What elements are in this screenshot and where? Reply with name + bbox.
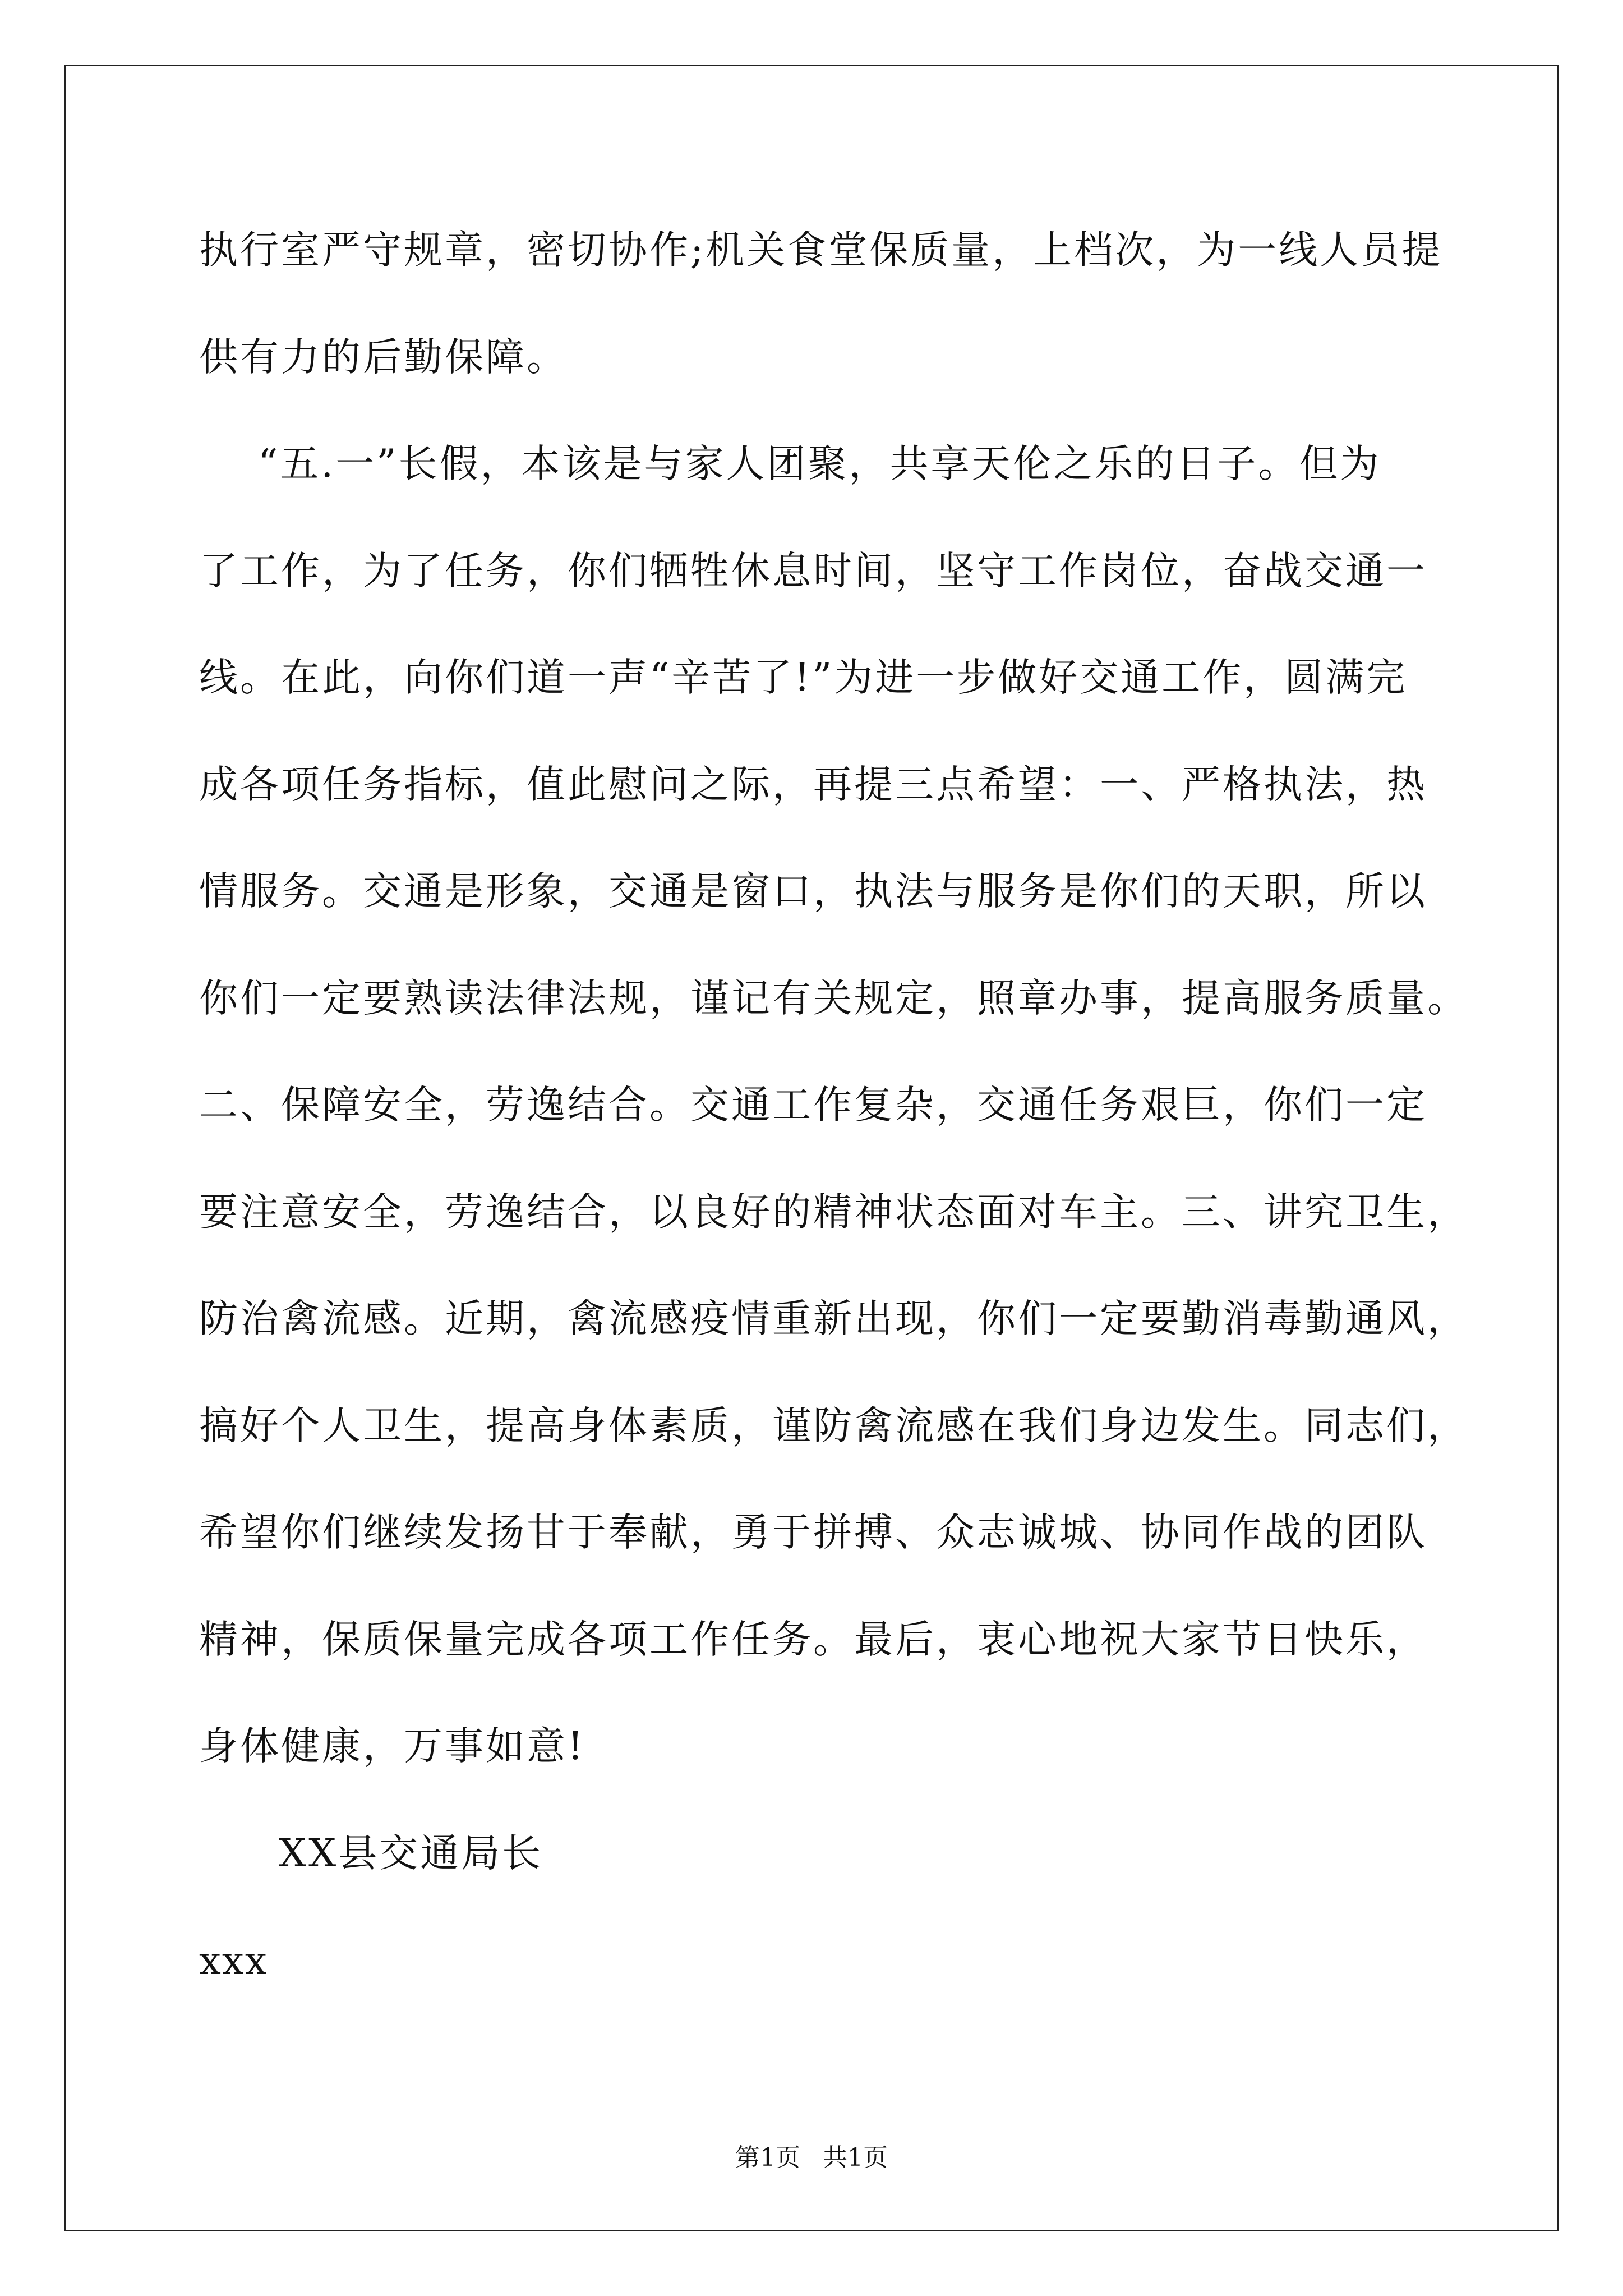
page-footer xyxy=(0,2143,1623,2172)
signature-name: xxx xyxy=(199,1939,268,1984)
body-text-line: 情服务。交通是形象，交通是窗口，执法与服务是你们的天职，所以 xyxy=(199,869,1427,914)
paragraph-start-line: “五.一”长假，本该是与家人团聚，共享天伦之乐的日子。但为 xyxy=(258,441,1381,486)
total-pages: 共1页 xyxy=(823,2143,888,2172)
body-text-line: 身体健康，万事如意! xyxy=(199,1724,585,1769)
body-text-line: 希望你们继续发扬甘于奉献，勇于拼搏、众志诚城、协同作战的团队 xyxy=(199,1510,1427,1555)
page-border xyxy=(64,65,1559,2231)
page-number: 第1页 xyxy=(735,2143,800,2172)
body-text-line: 线。在此，向你们道一声“辛苦了!”为进一步做好交通工作，圆满完 xyxy=(199,655,1408,700)
body-text-line: 防治禽流感。近期，禽流感疫情重新出现，你们一定要勤消毒勤通风， xyxy=(199,1296,1468,1341)
signature-title: XX县交通局长 xyxy=(279,1831,543,1876)
body-text-line: 二、保障安全，劳逸结合。交通工作复杂，交通任务艰巨，你们一定 xyxy=(199,1083,1427,1128)
body-text-line: 你们一定要熟读法律法规，谨记有关规定，照章办事，提高服务质量。 xyxy=(199,976,1468,1021)
body-text-line: 执行室严守规章，密切协作;机关食堂保质量，上档次，为一线人员提 xyxy=(199,228,1443,273)
body-text-line: 精神，保质保量完成各项工作任务。最后，衷心地祝大家节日快乐， xyxy=(199,1617,1427,1662)
body-text-line: 要注意安全，劳逸结合，以良好的精神状态面对车主。三、讲究卫生， xyxy=(199,1190,1468,1235)
body-text-line: 成各项任务指标，值此慰问之际，再提三点希望：一、严格执法，热 xyxy=(199,762,1427,807)
body-text-line: 供有力的后勤保障。 xyxy=(199,335,568,380)
body-text-line: 了工作，为了任务，你们牺牲休息时间，坚守工作岗位，奋战交通一 xyxy=(199,549,1427,593)
body-text-line: 搞好个人卫生，提高身体素质，谨防禽流感在我们身边发生。同志们， xyxy=(199,1404,1468,1448)
